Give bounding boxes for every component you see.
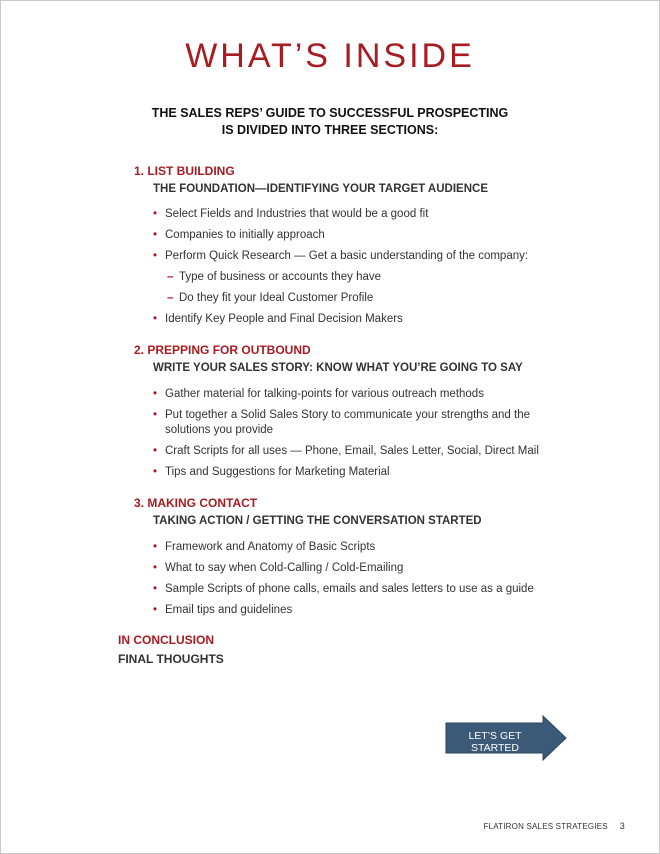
- lets-get-started-label: LET’S GET STARTED: [468, 730, 522, 754]
- bullet-icon: •: [153, 388, 158, 400]
- intro-line-2: IS DIVIDED INTO THREE SECTIONS:: [221, 123, 439, 137]
- bullet-icon: •: [153, 229, 158, 241]
- section-2-subtitle: WRITE YOUR SALES STORY: KNOW WHAT YOU’RE GOING TO SAY: [153, 362, 523, 374]
- list-item: • Framework and Anatomy of Basic Scripts: [153, 541, 376, 553]
- bullet-icon: •: [153, 208, 158, 220]
- conclusion-subtitle: FINAL THOUGHTS: [118, 652, 224, 666]
- list-item: • Gather material for talking-points for various outreach methods: [153, 388, 484, 400]
- list-item: • Craft Scripts for all uses — Phone, Email, Sales Letter, Social, Direct Mail: [153, 445, 539, 457]
- bullet-icon: •: [153, 541, 158, 553]
- section-3-subtitle: TAKING ACTION / GETTING THE CONVERSATION STARTED: [153, 515, 482, 527]
- dash-icon: –: [167, 292, 174, 304]
- list-item: • Companies to initially approach: [153, 229, 325, 241]
- list-item: • Sample Scripts of phone calls, emails and sales letters to use as a guide: [153, 583, 534, 595]
- list-item: • Identify Key People and Final Decision Makers: [153, 313, 403, 325]
- bullet-icon: •: [153, 466, 158, 478]
- page-footer: [483, 821, 625, 831]
- intro-text: [1, 105, 659, 139]
- bullet-icon: •: [153, 583, 158, 595]
- list-item: • Email tips and guidelines: [153, 604, 293, 616]
- page-number: 3: [619, 821, 625, 831]
- section-3-title: 3. MAKING CONTACT: [134, 496, 258, 510]
- list-item: • Tips and Suggestions for Marketing Material: [153, 466, 390, 478]
- sub-list-item: – Type of business or accounts they have: [167, 271, 382, 283]
- list-item: • What to say when Cold-Calling / Cold-Emailing: [153, 562, 404, 574]
- page-title: WHAT’S INSIDE: [185, 37, 475, 75]
- bullet-icon: •: [153, 562, 158, 574]
- section-1-subtitle: THE FOUNDATION—IDENTIFYING YOUR TARGET AUDIENCE: [153, 183, 488, 195]
- dash-icon: –: [167, 271, 174, 283]
- section-1-title: 1. LIST BUILDING: [134, 164, 235, 178]
- bullet-icon: •: [153, 409, 158, 421]
- bullet-icon: •: [153, 445, 158, 457]
- section-2-title: 2. PREPPING FOR OUTBOUND: [134, 343, 311, 357]
- list-item: • Perform Quick Research — Get a basic understanding of the company:: [153, 250, 529, 262]
- lets-get-started-button[interactable]: [445, 715, 569, 761]
- bullet-icon: •: [153, 313, 158, 325]
- list-item: • Put together a Solid Sales Story to communicate your strengths and the solutions you provide: [153, 409, 531, 436]
- bullet-icon: •: [153, 604, 158, 616]
- bullet-icon: •: [153, 250, 158, 262]
- footer-brand: FLATIRON SALES STRATEGIES: [483, 822, 608, 831]
- section-2-list: [153, 387, 548, 486]
- section-3-list: [153, 540, 553, 624]
- sub-list-item: – Do they fit your Ideal Customer Profile: [167, 292, 374, 304]
- intro-line-1: THE SALES REPS’ GUIDE TO SUCCESSFUL PROSPECTING: [151, 106, 509, 120]
- list-item: • Select Fields and Industries that would be a good fit: [153, 208, 429, 220]
- conclusion-title: IN CONCLUSION: [118, 633, 214, 647]
- section-1-list: [153, 207, 553, 333]
